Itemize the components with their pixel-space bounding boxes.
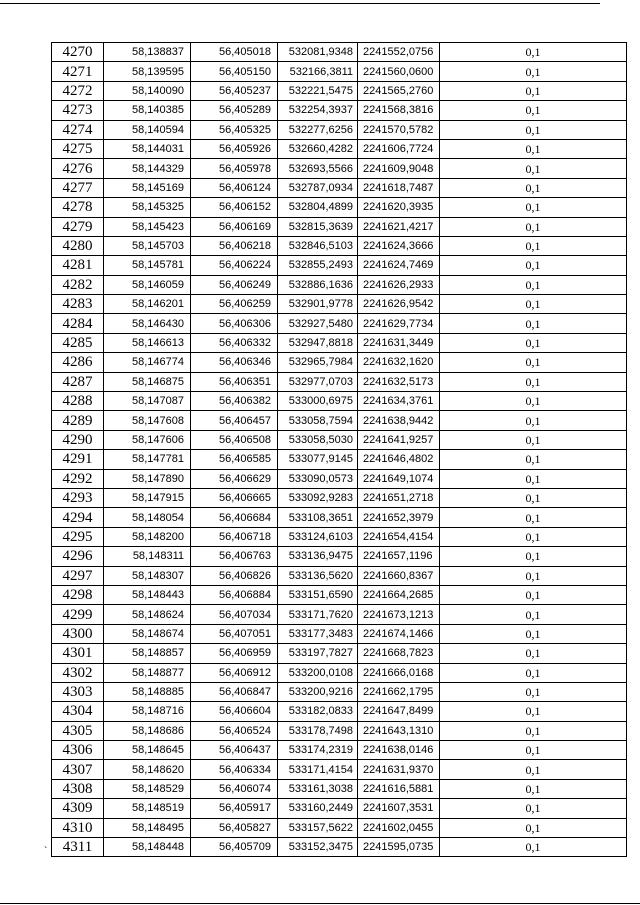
table-row (52, 527, 627, 546)
longitude-cell: 56,406332 (191, 333, 278, 352)
accuracy-cell: 0,1 (440, 547, 627, 566)
latitude-cell: 58,148716 (104, 702, 191, 721)
accuracy-cell: 0,1 (440, 217, 627, 236)
latitude-cell: 58,147915 (104, 488, 191, 507)
point-number-cell: 4276 (52, 159, 104, 178)
longitude-cell: 56,406334 (191, 760, 278, 779)
accuracy-cell: 0,1 (440, 411, 627, 430)
accuracy-cell: 0,1 (440, 353, 627, 372)
accuracy-cell: 0,1 (440, 682, 627, 701)
accuracy-cell: 0,1 (440, 372, 627, 391)
x-coordinate-cell: 533077,9145 (278, 450, 358, 469)
y-coordinate-cell: 2241652,3979 (358, 508, 440, 527)
latitude-cell: 58,139595 (104, 62, 191, 81)
x-coordinate-cell: 533174,2319 (278, 741, 358, 760)
latitude-cell: 58,140090 (104, 81, 191, 100)
latitude-cell: 58,145325 (104, 198, 191, 217)
y-coordinate-cell: 2241624,7469 (358, 256, 440, 275)
x-coordinate-cell: 533136,9475 (278, 547, 358, 566)
longitude-cell: 56,406665 (191, 488, 278, 507)
x-coordinate-cell: 532277,6256 (278, 120, 358, 139)
latitude-cell: 58,148495 (104, 818, 191, 837)
accuracy-cell: 0,1 (440, 508, 627, 527)
longitude-cell: 56,406912 (191, 663, 278, 682)
y-coordinate-cell: 2241560,0600 (358, 62, 440, 81)
table-row (52, 430, 627, 449)
table-row (52, 644, 627, 663)
x-coordinate-cell: 533178,7498 (278, 721, 358, 740)
y-coordinate-cell: 2241662,1795 (358, 682, 440, 701)
latitude-cell: 58,145169 (104, 178, 191, 197)
latitude-cell: 58,147781 (104, 450, 191, 469)
accuracy-cell: 0,1 (440, 256, 627, 275)
longitude-cell: 56,405150 (191, 62, 278, 81)
x-coordinate-cell: 532804,4899 (278, 198, 358, 217)
point-number-cell: 4293 (52, 488, 104, 507)
latitude-cell: 58,148443 (104, 585, 191, 604)
table-row (52, 353, 627, 372)
longitude-cell: 56,405709 (191, 838, 278, 857)
x-coordinate-cell: 532886,1636 (278, 275, 358, 294)
y-coordinate-cell: 2241632,5173 (358, 372, 440, 391)
y-coordinate-cell: 2241638,9442 (358, 411, 440, 430)
point-number-cell: 4284 (52, 314, 104, 333)
accuracy-cell: 0,1 (440, 139, 627, 158)
latitude-cell: 58,145423 (104, 217, 191, 236)
table-row (52, 198, 627, 217)
y-coordinate-cell: 2241621,4217 (358, 217, 440, 236)
accuracy-cell: 0,1 (440, 430, 627, 449)
table-row (52, 81, 627, 100)
point-number-cell: 4297 (52, 566, 104, 585)
x-coordinate-cell: 532166,3811 (278, 62, 358, 81)
latitude-cell: 58,147890 (104, 469, 191, 488)
point-number-cell: 4304 (52, 702, 104, 721)
x-coordinate-cell: 533090,0573 (278, 469, 358, 488)
accuracy-cell: 0,1 (440, 178, 627, 197)
latitude-cell: 58,146430 (104, 314, 191, 333)
x-coordinate-cell: 533108,3651 (278, 508, 358, 527)
longitude-cell: 56,406884 (191, 585, 278, 604)
y-coordinate-cell: 2241552,0756 (358, 43, 440, 62)
point-number-cell: 4289 (52, 411, 104, 430)
longitude-cell: 56,405237 (191, 81, 278, 100)
longitude-cell: 56,406382 (191, 392, 278, 411)
latitude-cell: 58,148448 (104, 838, 191, 857)
latitude-cell: 58,147087 (104, 392, 191, 411)
y-coordinate-cell: 2241651,2718 (358, 488, 440, 507)
x-coordinate-cell: 532221,5475 (278, 81, 358, 100)
table-row (52, 663, 627, 682)
y-coordinate-cell: 2241632,1620 (358, 353, 440, 372)
y-coordinate-cell: 2241660,8367 (358, 566, 440, 585)
accuracy-cell: 0,1 (440, 62, 627, 81)
point-number-cell: 4303 (52, 682, 104, 701)
accuracy-cell: 0,1 (440, 605, 627, 624)
y-coordinate-cell: 2241602,0455 (358, 818, 440, 837)
x-coordinate-cell: 533152,3475 (278, 838, 358, 857)
x-coordinate-cell: 533124,6103 (278, 527, 358, 546)
point-number-cell: 4291 (52, 450, 104, 469)
table-row (52, 217, 627, 236)
accuracy-cell: 0,1 (440, 838, 627, 857)
latitude-cell: 58,140385 (104, 101, 191, 120)
point-number-cell: 4294 (52, 508, 104, 527)
y-coordinate-cell: 2241618,7487 (358, 178, 440, 197)
x-coordinate-cell: 532693,5566 (278, 159, 358, 178)
accuracy-cell: 0,1 (440, 198, 627, 217)
x-coordinate-cell: 533171,4154 (278, 760, 358, 779)
latitude-cell: 58,148674 (104, 624, 191, 643)
longitude-cell: 56,406249 (191, 275, 278, 294)
latitude-cell: 58,138837 (104, 43, 191, 62)
table-row (52, 314, 627, 333)
table-row (52, 275, 627, 294)
latitude-cell: 58,148620 (104, 760, 191, 779)
longitude-cell: 56,406074 (191, 779, 278, 798)
page-top-rule (0, 3, 600, 4)
y-coordinate-cell: 2241631,3449 (358, 333, 440, 352)
x-coordinate-cell: 532846,5103 (278, 236, 358, 255)
y-coordinate-cell: 2241657,1196 (358, 547, 440, 566)
latitude-cell: 58,144031 (104, 139, 191, 158)
accuracy-cell: 0,1 (440, 236, 627, 255)
longitude-cell: 56,406124 (191, 178, 278, 197)
latitude-cell: 58,148307 (104, 566, 191, 585)
table-row (52, 101, 627, 120)
point-number-cell: 4290 (52, 430, 104, 449)
y-coordinate-cell: 2241568,3816 (358, 101, 440, 120)
x-coordinate-cell: 532947,8818 (278, 333, 358, 352)
longitude-cell: 56,406259 (191, 295, 278, 314)
y-coordinate-cell: 2241626,2933 (358, 275, 440, 294)
latitude-cell: 58,146613 (104, 333, 191, 352)
accuracy-cell: 0,1 (440, 159, 627, 178)
y-coordinate-cell: 2241631,9370 (358, 760, 440, 779)
coordinates-table (51, 42, 627, 857)
accuracy-cell: 0,1 (440, 779, 627, 798)
accuracy-cell: 0,1 (440, 101, 627, 120)
point-number-cell: 4279 (52, 217, 104, 236)
latitude-cell: 58,145703 (104, 236, 191, 255)
table-row (52, 799, 627, 818)
x-coordinate-cell: 533161,3038 (278, 779, 358, 798)
y-coordinate-cell: 2241654,4154 (358, 527, 440, 546)
y-coordinate-cell: 2241565,2760 (358, 81, 440, 100)
x-coordinate-cell: 533092,9283 (278, 488, 358, 507)
longitude-cell: 56,405926 (191, 139, 278, 158)
longitude-cell: 56,406763 (191, 547, 278, 566)
latitude-cell: 58,140594 (104, 120, 191, 139)
table-row (52, 702, 627, 721)
margin-tick-mark: ` (44, 846, 48, 857)
accuracy-cell: 0,1 (440, 275, 627, 294)
accuracy-cell: 0,1 (440, 566, 627, 585)
longitude-cell: 56,406346 (191, 353, 278, 372)
x-coordinate-cell: 532965,7984 (278, 353, 358, 372)
point-number-cell: 4296 (52, 547, 104, 566)
table-row (52, 624, 627, 643)
point-number-cell: 4272 (52, 81, 104, 100)
point-number-cell: 4285 (52, 333, 104, 352)
x-coordinate-cell: 533136,5620 (278, 566, 358, 585)
longitude-cell: 56,406224 (191, 256, 278, 275)
table-row (52, 605, 627, 624)
y-coordinate-cell: 2241668,7823 (358, 644, 440, 663)
point-number-cell: 4310 (52, 818, 104, 837)
x-coordinate-cell: 533000,6975 (278, 392, 358, 411)
table-row (52, 469, 627, 488)
latitude-cell: 58,148885 (104, 682, 191, 701)
table-row (52, 547, 627, 566)
table-row (52, 682, 627, 701)
y-coordinate-cell: 2241624,3666 (358, 236, 440, 255)
page-bottom-rule (0, 903, 640, 904)
x-coordinate-cell: 532927,5480 (278, 314, 358, 333)
point-number-cell: 4286 (52, 353, 104, 372)
y-coordinate-cell: 2241664,2685 (358, 585, 440, 604)
table-row (52, 295, 627, 314)
latitude-cell: 58,148624 (104, 605, 191, 624)
latitude-cell: 58,148200 (104, 527, 191, 546)
longitude-cell: 56,405978 (191, 159, 278, 178)
table-row (52, 721, 627, 740)
latitude-cell: 58,148054 (104, 508, 191, 527)
y-coordinate-cell: 2241666,0168 (358, 663, 440, 682)
table-row (52, 236, 627, 255)
table-row (52, 62, 627, 81)
x-coordinate-cell: 533177,3483 (278, 624, 358, 643)
y-coordinate-cell: 2241674,1466 (358, 624, 440, 643)
y-coordinate-cell: 2241629,7734 (358, 314, 440, 333)
point-number-cell: 4308 (52, 779, 104, 798)
point-number-cell: 4295 (52, 527, 104, 546)
table-row (52, 838, 627, 857)
longitude-cell: 56,406604 (191, 702, 278, 721)
accuracy-cell: 0,1 (440, 333, 627, 352)
y-coordinate-cell: 2241647,8499 (358, 702, 440, 721)
x-coordinate-cell: 533200,9216 (278, 682, 358, 701)
point-number-cell: 4305 (52, 721, 104, 740)
x-coordinate-cell: 532815,3639 (278, 217, 358, 236)
accuracy-cell: 0,1 (440, 527, 627, 546)
point-number-cell: 4298 (52, 585, 104, 604)
point-number-cell: 4307 (52, 760, 104, 779)
table-row (52, 159, 627, 178)
point-number-cell: 4292 (52, 469, 104, 488)
latitude-cell: 58,145781 (104, 256, 191, 275)
point-number-cell: 4280 (52, 236, 104, 255)
accuracy-cell: 0,1 (440, 799, 627, 818)
x-coordinate-cell: 533200,0108 (278, 663, 358, 682)
accuracy-cell: 0,1 (440, 392, 627, 411)
latitude-cell: 58,148311 (104, 547, 191, 566)
table-row (52, 139, 627, 158)
y-coordinate-cell: 2241641,9257 (358, 430, 440, 449)
x-coordinate-cell: 533151,6590 (278, 585, 358, 604)
latitude-cell: 58,148686 (104, 721, 191, 740)
x-coordinate-cell: 532254,3937 (278, 101, 358, 120)
latitude-cell: 58,146875 (104, 372, 191, 391)
point-number-cell: 4300 (52, 624, 104, 643)
table-row (52, 566, 627, 585)
table-row (52, 120, 627, 139)
point-number-cell: 4274 (52, 120, 104, 139)
point-number-cell: 4301 (52, 644, 104, 663)
point-number-cell: 4283 (52, 295, 104, 314)
longitude-cell: 56,405289 (191, 101, 278, 120)
table-row (52, 372, 627, 391)
y-coordinate-cell: 2241649,1074 (358, 469, 440, 488)
table-row (52, 818, 627, 837)
latitude-cell: 58,147608 (104, 411, 191, 430)
table-row (52, 256, 627, 275)
latitude-cell: 58,148877 (104, 663, 191, 682)
y-coordinate-cell: 2241638,0146 (358, 741, 440, 760)
y-coordinate-cell: 2241616,5881 (358, 779, 440, 798)
y-coordinate-cell: 2241606,7724 (358, 139, 440, 158)
accuracy-cell: 0,1 (440, 624, 627, 643)
accuracy-cell: 0,1 (440, 314, 627, 333)
point-number-cell: 4271 (52, 62, 104, 81)
longitude-cell: 56,406629 (191, 469, 278, 488)
accuracy-cell: 0,1 (440, 644, 627, 663)
accuracy-cell: 0,1 (440, 663, 627, 682)
latitude-cell: 58,147606 (104, 430, 191, 449)
latitude-cell: 58,146774 (104, 353, 191, 372)
accuracy-cell: 0,1 (440, 818, 627, 837)
longitude-cell: 56,405325 (191, 120, 278, 139)
longitude-cell: 56,406847 (191, 682, 278, 701)
longitude-cell: 56,407051 (191, 624, 278, 643)
point-number-cell: 4275 (52, 139, 104, 158)
point-number-cell: 4311 (52, 838, 104, 857)
latitude-cell: 58,146201 (104, 295, 191, 314)
accuracy-cell: 0,1 (440, 585, 627, 604)
x-coordinate-cell: 533157,5622 (278, 818, 358, 837)
accuracy-cell: 0,1 (440, 488, 627, 507)
x-coordinate-cell: 532977,0703 (278, 372, 358, 391)
point-number-cell: 4306 (52, 741, 104, 760)
longitude-cell: 56,406351 (191, 372, 278, 391)
table-row (52, 585, 627, 604)
accuracy-cell: 0,1 (440, 295, 627, 314)
table-row (52, 411, 627, 430)
table-row (52, 43, 627, 62)
accuracy-cell: 0,1 (440, 81, 627, 100)
point-number-cell: 4288 (52, 392, 104, 411)
point-number-cell: 4281 (52, 256, 104, 275)
y-coordinate-cell: 2241643,1310 (358, 721, 440, 740)
point-number-cell: 4309 (52, 799, 104, 818)
table-row (52, 760, 627, 779)
longitude-cell: 56,406152 (191, 198, 278, 217)
point-number-cell: 4302 (52, 663, 104, 682)
accuracy-cell: 0,1 (440, 702, 627, 721)
y-coordinate-cell: 2241646,4802 (358, 450, 440, 469)
table-row (52, 178, 627, 197)
x-coordinate-cell: 532855,2493 (278, 256, 358, 275)
y-coordinate-cell: 2241634,3761 (358, 392, 440, 411)
point-number-cell: 4282 (52, 275, 104, 294)
latitude-cell: 58,144329 (104, 159, 191, 178)
latitude-cell: 58,148519 (104, 799, 191, 818)
point-number-cell: 4273 (52, 101, 104, 120)
y-coordinate-cell: 2241595,0735 (358, 838, 440, 857)
accuracy-cell: 0,1 (440, 120, 627, 139)
longitude-cell: 56,406826 (191, 566, 278, 585)
longitude-cell: 56,405827 (191, 818, 278, 837)
y-coordinate-cell: 2241609,9048 (358, 159, 440, 178)
y-coordinate-cell: 2241570,5782 (358, 120, 440, 139)
coordinates-table-body (52, 43, 627, 857)
table-row (52, 450, 627, 469)
y-coordinate-cell: 2241673,1213 (358, 605, 440, 624)
longitude-cell: 56,406218 (191, 236, 278, 255)
accuracy-cell: 0,1 (440, 43, 627, 62)
table-row (52, 333, 627, 352)
latitude-cell: 58,146059 (104, 275, 191, 294)
point-number-cell: 4299 (52, 605, 104, 624)
table-row (52, 779, 627, 798)
longitude-cell: 56,406959 (191, 644, 278, 663)
y-coordinate-cell: 2241607,3531 (358, 799, 440, 818)
point-number-cell: 4277 (52, 178, 104, 197)
longitude-cell: 56,406684 (191, 508, 278, 527)
accuracy-cell: 0,1 (440, 741, 627, 760)
longitude-cell: 56,407034 (191, 605, 278, 624)
latitude-cell: 58,148645 (104, 741, 191, 760)
latitude-cell: 58,148529 (104, 779, 191, 798)
x-coordinate-cell: 532081,9348 (278, 43, 358, 62)
accuracy-cell: 0,1 (440, 721, 627, 740)
longitude-cell: 56,406437 (191, 741, 278, 760)
latitude-cell: 58,148857 (104, 644, 191, 663)
table-row (52, 508, 627, 527)
y-coordinate-cell: 2241626,9542 (358, 295, 440, 314)
point-number-cell: 4270 (52, 43, 104, 62)
longitude-cell: 56,406508 (191, 430, 278, 449)
table-row (52, 488, 627, 507)
x-coordinate-cell: 532901,9778 (278, 295, 358, 314)
longitude-cell: 56,406718 (191, 527, 278, 546)
longitude-cell: 56,406306 (191, 314, 278, 333)
x-coordinate-cell: 533058,5030 (278, 430, 358, 449)
x-coordinate-cell: 533058,7594 (278, 411, 358, 430)
x-coordinate-cell: 532660,4282 (278, 139, 358, 158)
longitude-cell: 56,405917 (191, 799, 278, 818)
longitude-cell: 56,406585 (191, 450, 278, 469)
longitude-cell: 56,406457 (191, 411, 278, 430)
x-coordinate-cell: 533171,7620 (278, 605, 358, 624)
table-row (52, 741, 627, 760)
longitude-cell: 56,405018 (191, 43, 278, 62)
table-row (52, 392, 627, 411)
y-coordinate-cell: 2241620,3935 (358, 198, 440, 217)
x-coordinate-cell: 532787,0934 (278, 178, 358, 197)
accuracy-cell: 0,1 (440, 450, 627, 469)
x-coordinate-cell: 533182,0833 (278, 702, 358, 721)
accuracy-cell: 0,1 (440, 469, 627, 488)
x-coordinate-cell: 533160,2449 (278, 799, 358, 818)
point-number-cell: 4287 (52, 372, 104, 391)
longitude-cell: 56,406169 (191, 217, 278, 236)
point-number-cell: 4278 (52, 198, 104, 217)
accuracy-cell: 0,1 (440, 760, 627, 779)
x-coordinate-cell: 533197,7827 (278, 644, 358, 663)
longitude-cell: 56,406524 (191, 721, 278, 740)
